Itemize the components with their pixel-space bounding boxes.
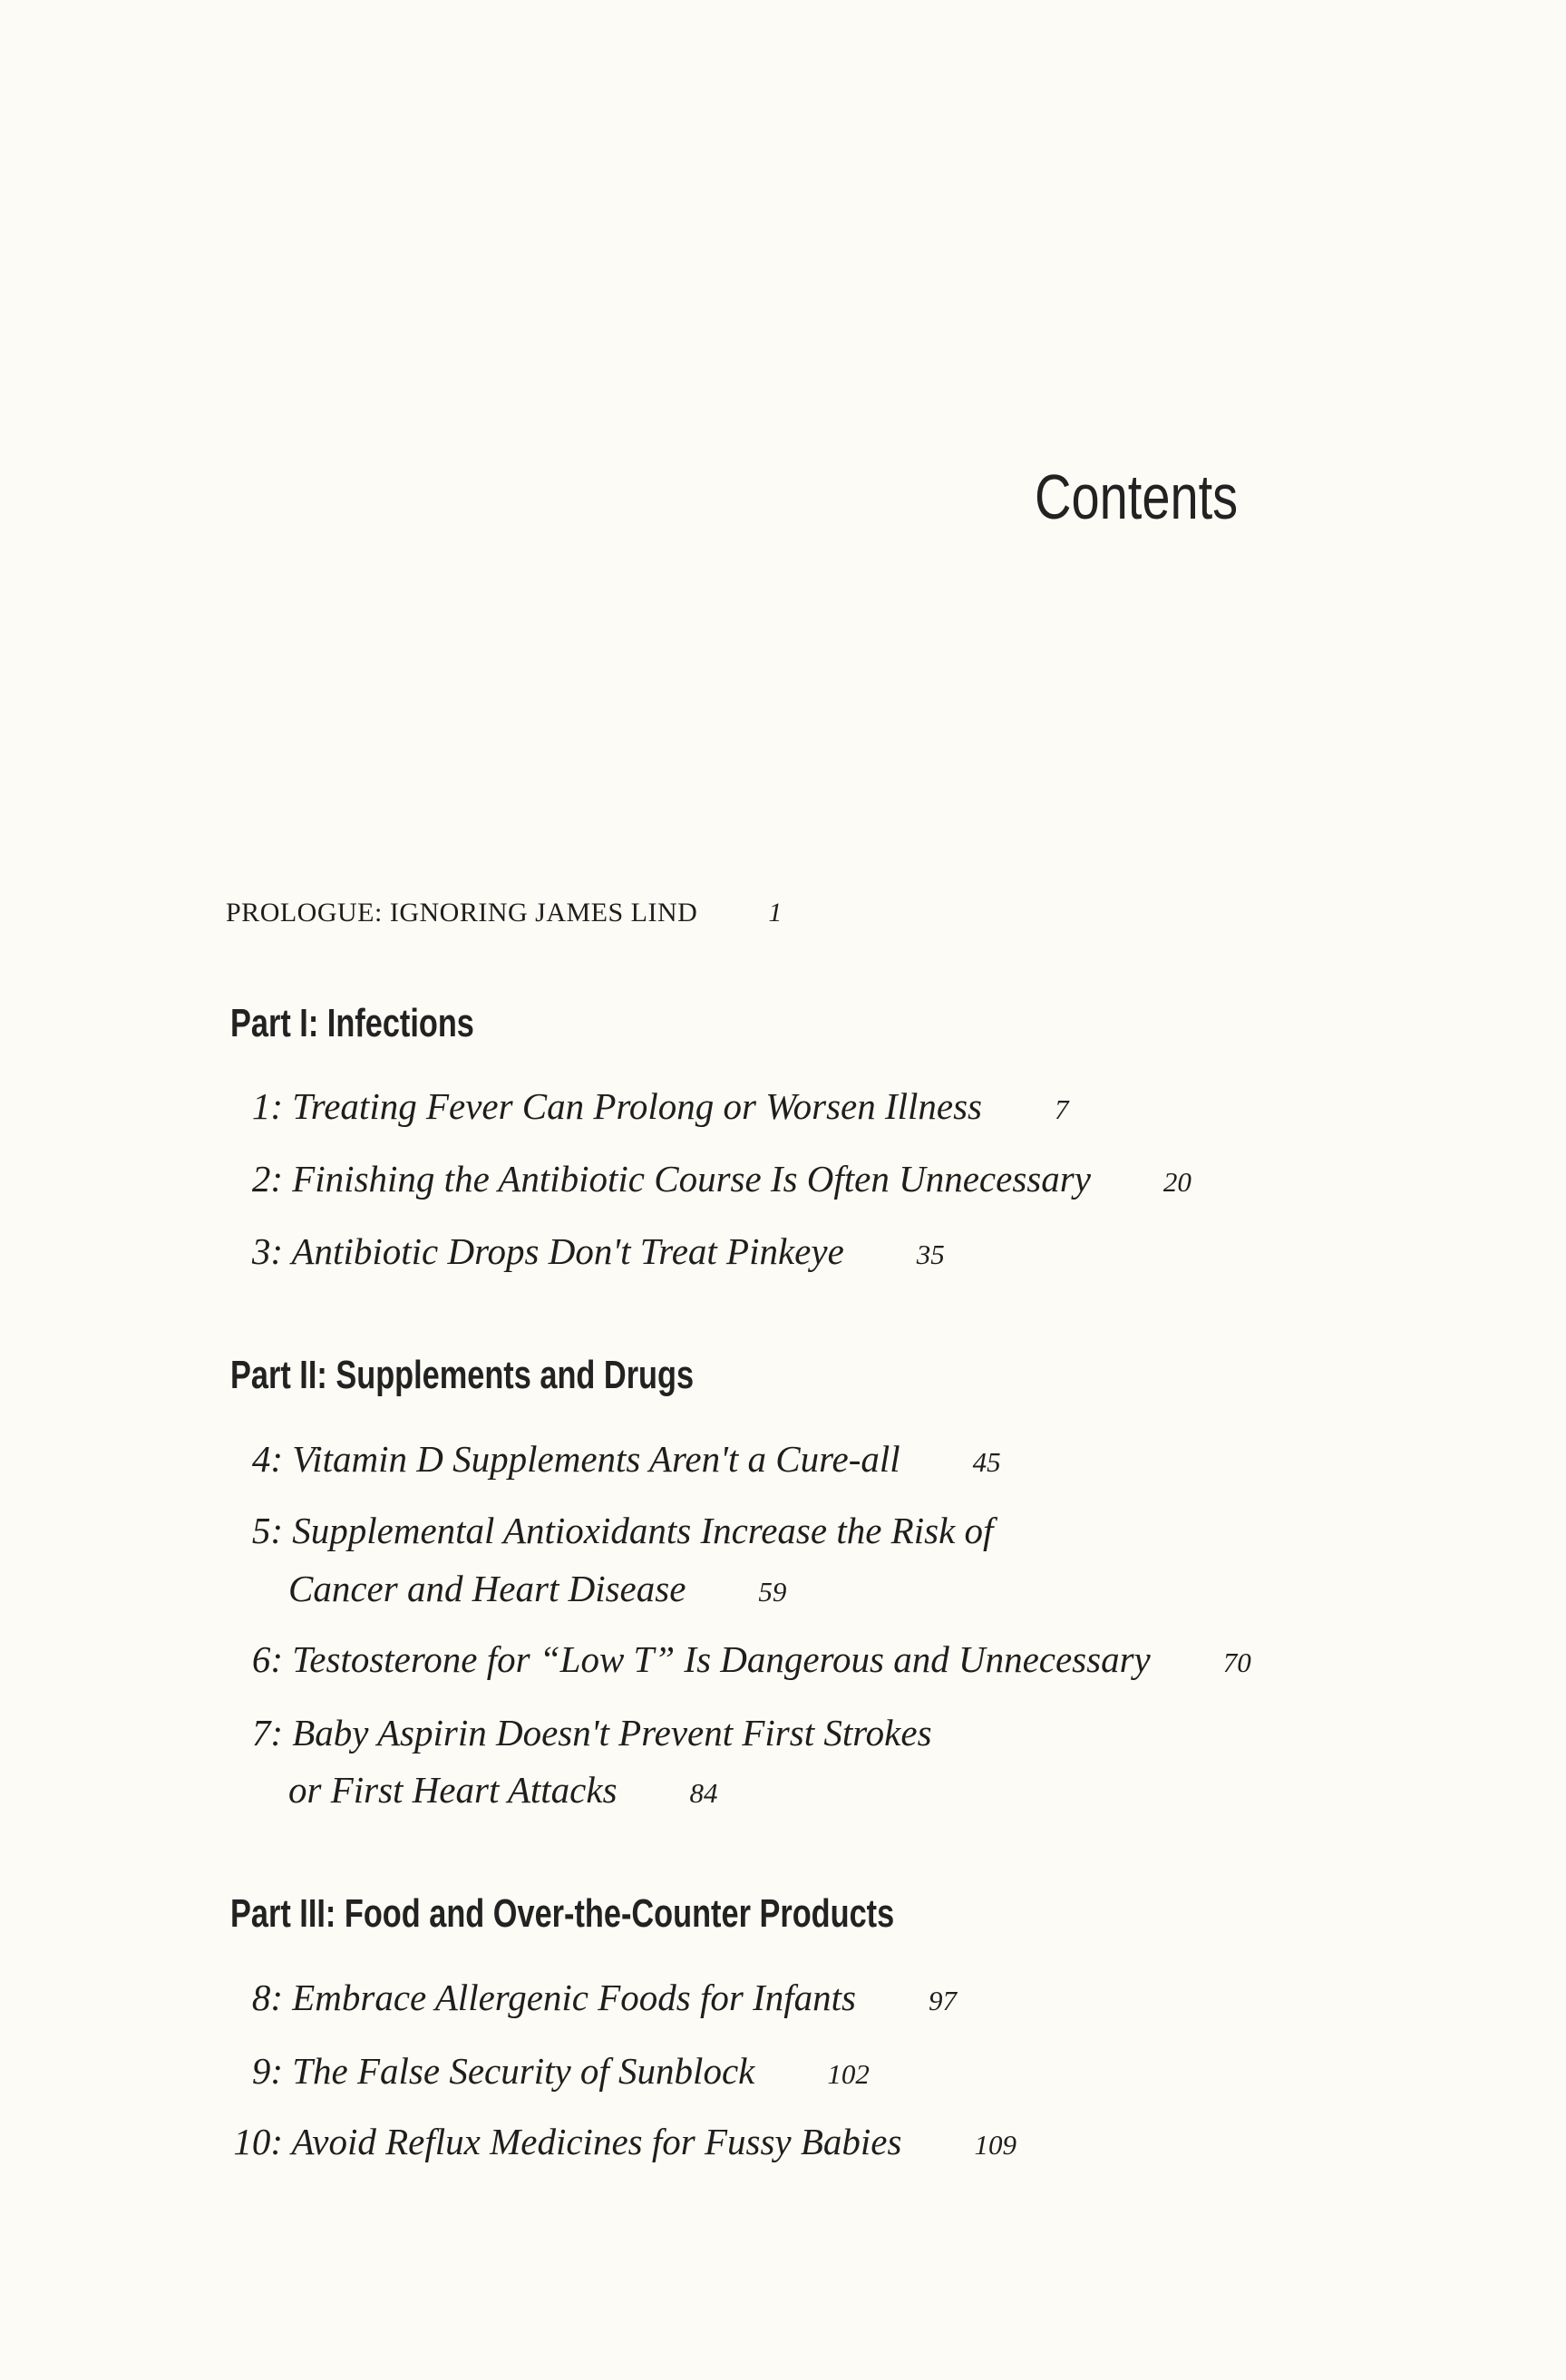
page-number: 109 bbox=[974, 2129, 1016, 2161]
page-number: 45 bbox=[972, 1446, 1001, 1478]
page-number: 102 bbox=[827, 2058, 870, 2090]
entry-title: Baby Aspirin Doesn't Prevent First Strokes bbox=[292, 1712, 932, 1753]
entry-title: Cancer and Heart Disease bbox=[288, 1568, 686, 1609]
entry-title: Supplemental Antioxidants Increase the Risk of bbox=[292, 1510, 994, 1551]
entry-title: The False Security of Sunblock bbox=[292, 2050, 755, 2092]
toc-entry-prologue[interactable] bbox=[226, 898, 783, 928]
page-number: 70 bbox=[1222, 1647, 1251, 1678]
entry-title: Embrace Allergenic Foods for Infants bbox=[292, 1977, 856, 2018]
entry-title: Treating Fever Can Prolong or Worsen Illness bbox=[292, 1085, 983, 1127]
chapter-number: 4: bbox=[251, 1438, 283, 1480]
entry-title: Avoid Reflux Medicines for Fussy Babies bbox=[291, 2121, 902, 2162]
chapter-number: 9: bbox=[251, 2050, 283, 2092]
toc-entry[interactable] bbox=[209, 1976, 957, 2019]
toc-entry[interactable] bbox=[209, 1637, 1251, 1681]
chapter-number: 5: bbox=[251, 1510, 283, 1551]
toc-entry[interactable] bbox=[209, 1509, 993, 1552]
part-heading: Part II: Supplements and Drugs bbox=[230, 1353, 695, 1397]
toc-entry[interactable] bbox=[209, 2120, 1016, 2163]
chapter-number: 6: bbox=[251, 1638, 283, 1680]
chapter-number: 7: bbox=[251, 1712, 283, 1753]
chapter-number: 1: bbox=[251, 1085, 283, 1127]
chapter-number: 2: bbox=[251, 1158, 283, 1200]
toc-entry-continuation[interactable] bbox=[288, 1567, 786, 1610]
chapter-number: 10: bbox=[233, 2121, 283, 2162]
entry-title: Testosterone for “Low T” Is Dangerous and Unnecessary bbox=[292, 1638, 1151, 1680]
page-number: 20 bbox=[1162, 1166, 1192, 1198]
toc-entry[interactable] bbox=[209, 2049, 870, 2093]
entry-title: Vitamin D Supplements Aren't a Cure-all bbox=[292, 1438, 900, 1480]
entry-title: Antibiotic Drops Don't Treat Pinkeye bbox=[291, 1230, 844, 1272]
part-heading: Part III: Food and Over-the-Counter Products bbox=[230, 1891, 895, 1936]
entry-title: Finishing the Antibiotic Course Is Often Unnecessary bbox=[292, 1158, 1091, 1200]
toc-entry-continuation[interactable] bbox=[288, 1768, 718, 1812]
part-heading: Part I: Infections bbox=[230, 1001, 474, 1045]
toc-entry[interactable] bbox=[209, 1084, 1069, 1128]
toc-entry[interactable] bbox=[209, 1711, 932, 1754]
toc-entry[interactable] bbox=[209, 1157, 1192, 1200]
page-number: 59 bbox=[758, 1576, 787, 1608]
page-number: 7 bbox=[1055, 1093, 1069, 1125]
toc-entry[interactable] bbox=[209, 1229, 945, 1273]
chapter-number: 3: bbox=[251, 1230, 283, 1272]
page-number: 1 bbox=[768, 898, 783, 928]
page-number: 84 bbox=[689, 1777, 718, 1809]
entry-title: or First Heart Attacks bbox=[288, 1769, 618, 1811]
chapter-number: 8: bbox=[251, 1977, 283, 2018]
entry-title: PROLOGUE: IGNORING JAMES LIND bbox=[226, 898, 698, 928]
toc-entry[interactable] bbox=[209, 1437, 1001, 1481]
page-number: 35 bbox=[916, 1239, 945, 1270]
page-title: Contents bbox=[1034, 461, 1238, 532]
page-number: 97 bbox=[929, 1985, 957, 2016]
